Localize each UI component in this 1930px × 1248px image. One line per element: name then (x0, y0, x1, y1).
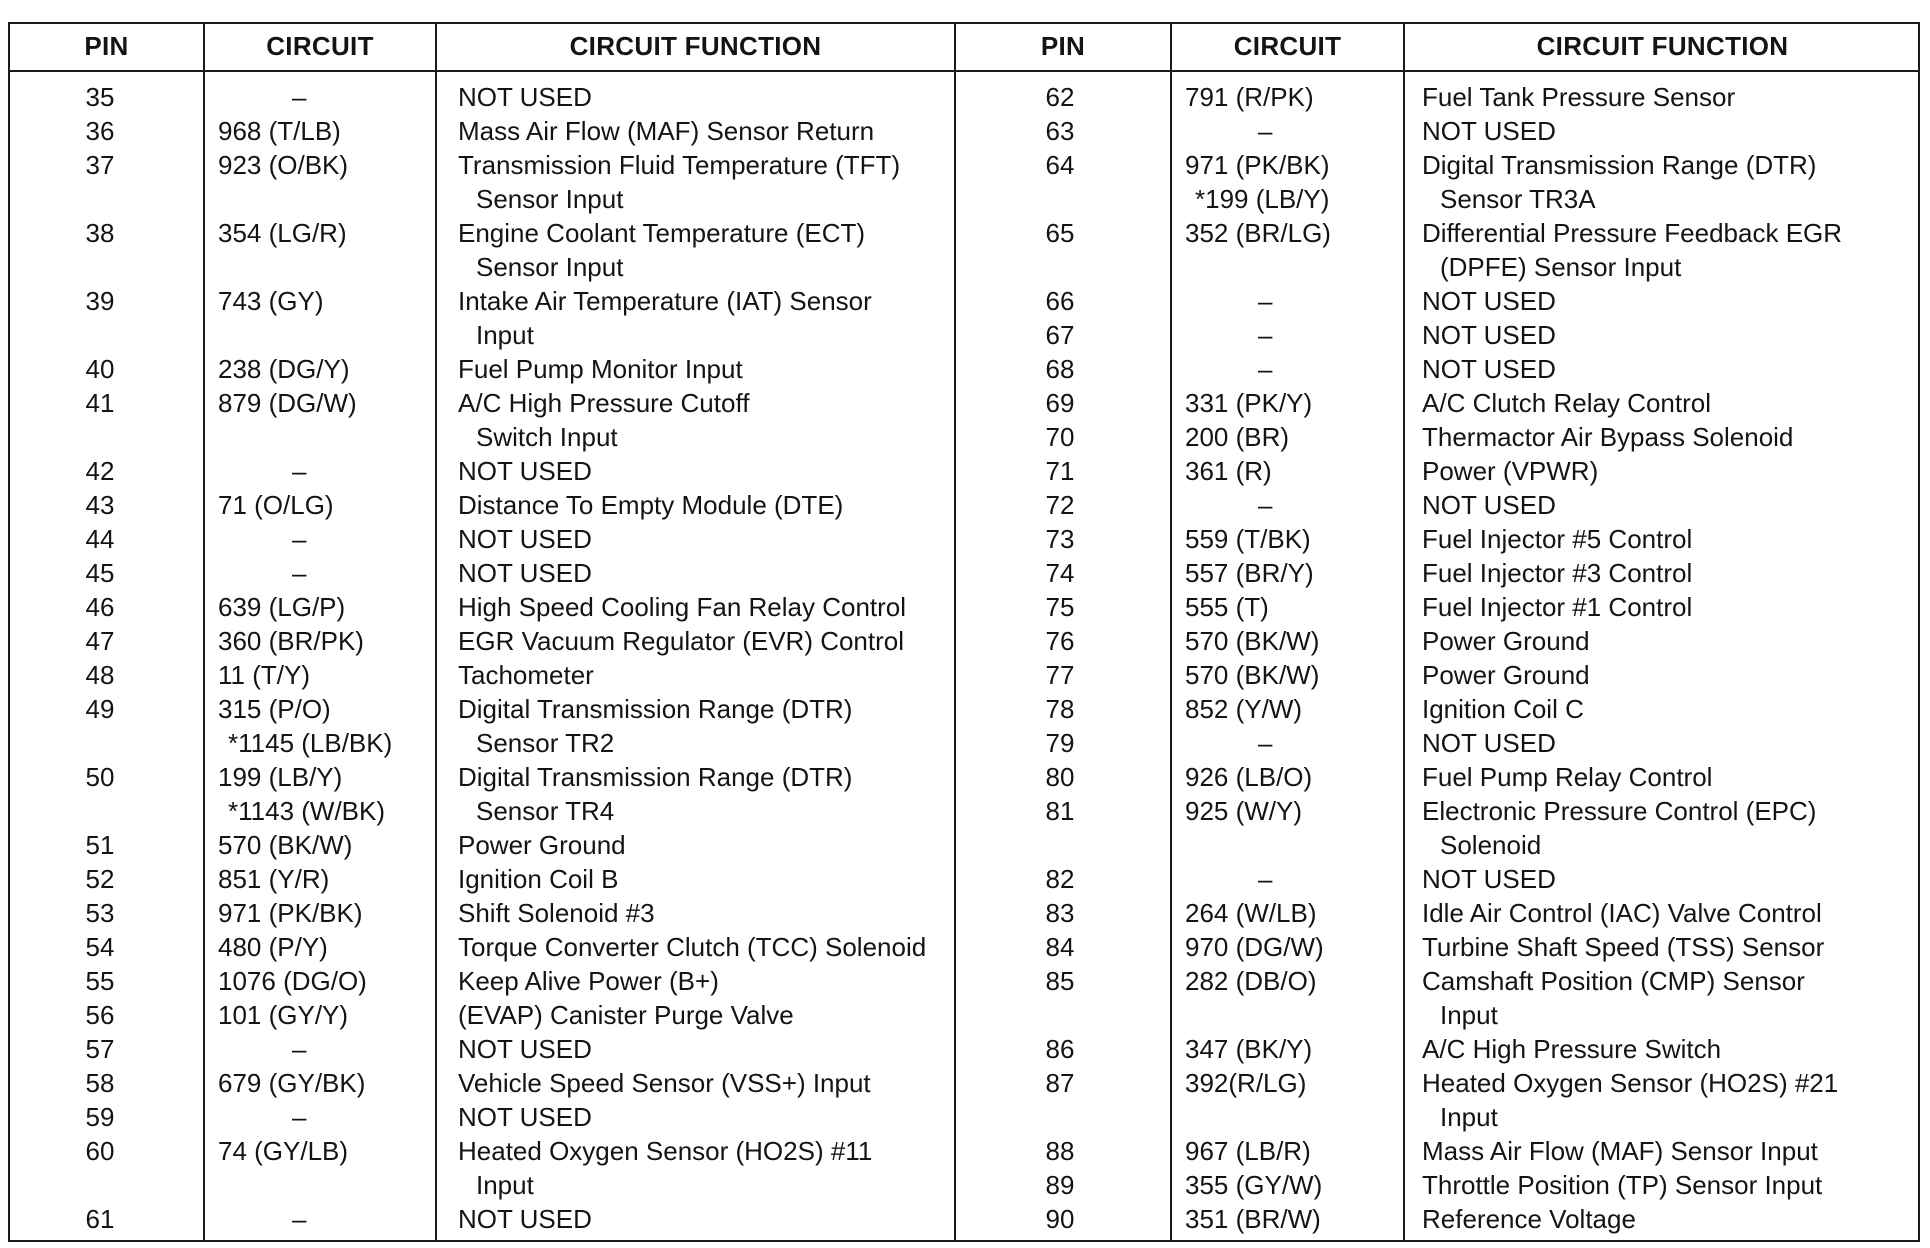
pin-number: 69 (1045, 388, 1075, 418)
circuit-code: – (292, 1102, 307, 1132)
circuit-code: – (1258, 728, 1273, 758)
circuit-function: Sensor Input (476, 252, 624, 282)
circuit-function: A/C High Pressure Switch (1422, 1034, 1722, 1064)
circuit-function: Intake Air Temperature (IAT) Sensor (458, 286, 872, 316)
circuit-function: Solenoid (1440, 830, 1542, 860)
pin-number: 52 (85, 864, 115, 894)
circuit-function: (EVAP) Canister Purge Valve (458, 1000, 794, 1030)
pin-number: 85 (1045, 966, 1075, 996)
circuit-function: Throttle Position (TP) Sensor Input (1422, 1170, 1823, 1200)
circuit-code: 923 (O/BK) (218, 150, 349, 180)
circuit-code: – (1258, 490, 1273, 520)
circuit-code: – (1258, 286, 1273, 316)
circuit-code: 570 (BK/W) (1185, 626, 1320, 656)
circuit-function: NOT USED (1422, 286, 1556, 316)
circuit-function: Digital Transmission Range (DTR) (1422, 150, 1817, 180)
circuit-code: 970 (DG/W) (1185, 932, 1324, 962)
circuit-function: Fuel Pump Relay Control (1422, 762, 1713, 792)
circuit-function: Fuel Injector #5 Control (1422, 524, 1693, 554)
pin-number: 86 (1045, 1034, 1075, 1064)
circuit-function: NOT USED (458, 1034, 592, 1064)
pin-number: 84 (1045, 932, 1075, 962)
pin-number: 53 (85, 898, 115, 928)
column-divider (954, 22, 956, 1242)
header-circuit-right: CIRCUIT (1233, 30, 1342, 61)
pin-number: 78 (1045, 694, 1075, 724)
circuit-code: 570 (BK/W) (218, 830, 353, 860)
circuit-function: NOT USED (458, 558, 592, 588)
circuit-function: NOT USED (1422, 320, 1556, 350)
pin-number: 83 (1045, 898, 1075, 928)
circuit-function: Fuel Injector #1 Control (1422, 592, 1693, 622)
circuit-code: 200 (BR) (1185, 422, 1290, 452)
circuit-code: *1145 (LB/BK) (228, 728, 393, 758)
circuit-code: – (1258, 354, 1273, 384)
circuit-code: – (292, 82, 307, 112)
column-divider (203, 22, 205, 1242)
circuit-code: – (292, 456, 307, 486)
circuit-function: Sensor TR4 (476, 796, 615, 826)
circuit-code: 74 (GY/LB) (218, 1136, 349, 1166)
circuit-function: NOT USED (1422, 116, 1556, 146)
circuit-function: Input (1440, 1000, 1498, 1030)
circuit-function: Shift Solenoid #3 (458, 898, 655, 928)
circuit-code: 71 (O/LG) (218, 490, 334, 520)
circuit-function: NOT USED (1422, 864, 1556, 894)
circuit-code: 480 (P/Y) (218, 932, 328, 962)
column-divider (1170, 22, 1172, 1242)
circuit-code: 1076 (DG/O) (218, 966, 367, 996)
circuit-code: *1143 (W/BK) (228, 796, 386, 826)
circuit-code: – (292, 1204, 307, 1234)
pin-number: 77 (1045, 660, 1075, 690)
pin-number: 87 (1045, 1068, 1075, 1098)
circuit-function: NOT USED (1422, 728, 1556, 758)
circuit-function: NOT USED (458, 524, 592, 554)
pin-number: 60 (85, 1136, 115, 1166)
circuit-code: 315 (P/O) (218, 694, 331, 724)
circuit-function: Keep Alive Power (B+) (458, 966, 719, 996)
pin-number: 40 (85, 354, 115, 384)
pin-number: 73 (1045, 524, 1075, 554)
circuit-function: Mass Air Flow (MAF) Sensor Return (458, 116, 875, 146)
circuit-function: Transmission Fluid Temperature (TFT) (458, 150, 901, 180)
circuit-function: (DPFE) Sensor Input (1440, 252, 1682, 282)
circuit-function: NOT USED (1422, 490, 1556, 520)
pin-number: 72 (1045, 490, 1075, 520)
circuit-function: A/C Clutch Relay Control (1422, 388, 1711, 418)
circuit-function: Electronic Pressure Control (EPC) (1422, 796, 1817, 826)
pin-number: 68 (1045, 354, 1075, 384)
circuit-code: 355 (GY/W) (1185, 1170, 1323, 1200)
circuit-code: *199 (LB/Y) (1195, 184, 1330, 214)
circuit-code: – (1258, 116, 1273, 146)
circuit-code: – (1258, 864, 1273, 894)
circuit-code: 971 (PK/BK) (1185, 150, 1330, 180)
circuit-function: Input (476, 1170, 534, 1200)
pin-number: 61 (85, 1204, 115, 1234)
circuit-code: 743 (GY) (218, 286, 324, 316)
circuit-function: Digital Transmission Range (DTR) (458, 694, 853, 724)
pin-number: 37 (85, 150, 115, 180)
pin-number: 62 (1045, 82, 1075, 112)
circuit-function: Power Ground (458, 830, 626, 860)
pin-number: 74 (1045, 558, 1075, 588)
pin-number: 56 (85, 1000, 115, 1030)
pin-number: 50 (85, 762, 115, 792)
circuit-code: 570 (BK/W) (1185, 660, 1320, 690)
circuit-function: Turbine Shaft Speed (TSS) Sensor (1422, 932, 1825, 962)
circuit-code: 926 (LB/O) (1185, 762, 1313, 792)
circuit-code: 352 (BR/LG) (1185, 218, 1331, 248)
circuit-function: NOT USED (458, 1102, 592, 1132)
circuit-function: EGR Vacuum Regulator (EVR) Control (458, 626, 905, 656)
circuit-code: 360 (BR/PK) (218, 626, 364, 656)
circuit-code: 852 (Y/W) (1185, 694, 1303, 724)
circuit-function: Fuel Tank Pressure Sensor (1422, 82, 1736, 112)
circuit-function: Sensor TR3A (1440, 184, 1596, 214)
circuit-code: 199 (LB/Y) (218, 762, 343, 792)
circuit-function: Heated Oxygen Sensor (HO2S) #11 (458, 1136, 873, 1166)
circuit-function: Mass Air Flow (MAF) Sensor Input (1422, 1136, 1818, 1166)
column-divider (1403, 22, 1405, 1242)
pin-number: 90 (1045, 1204, 1075, 1234)
pin-number: 66 (1045, 286, 1075, 316)
circuit-code: 879 (DG/W) (218, 388, 357, 418)
pin-number: 79 (1045, 728, 1075, 758)
pin-number: 42 (85, 456, 115, 486)
pin-number: 57 (85, 1034, 115, 1064)
circuit-function: Vehicle Speed Sensor (VSS+) Input (458, 1068, 871, 1098)
circuit-code: 559 (T/BK) (1185, 524, 1311, 554)
header-pin-left: PIN (84, 30, 129, 61)
pin-number: 39 (85, 286, 115, 316)
circuit-code: 851 (Y/R) (218, 864, 330, 894)
header-divider (8, 70, 1920, 72)
circuit-function: Camshaft Position (CMP) Sensor (1422, 966, 1805, 996)
pin-number: 75 (1045, 592, 1075, 622)
pin-number: 43 (85, 490, 115, 520)
pin-number: 80 (1045, 762, 1075, 792)
pin-number: 35 (85, 82, 115, 112)
circuit-code: 925 (W/Y) (1185, 796, 1303, 826)
circuit-function: High Speed Cooling Fan Relay Control (458, 592, 907, 622)
circuit-function: Fuel Pump Monitor Input (458, 354, 743, 384)
circuit-function: Sensor Input (476, 184, 624, 214)
column-divider (435, 22, 437, 1242)
circuit-function: A/C High Pressure Cutoff (458, 388, 750, 418)
circuit-code: 347 (BK/Y) (1185, 1034, 1313, 1064)
circuit-function: Digital Transmission Range (DTR) (458, 762, 853, 792)
circuit-function: Engine Coolant Temperature (ECT) (458, 218, 866, 248)
circuit-code: 967 (LB/R) (1185, 1136, 1311, 1166)
circuit-code: 791 (R/PK) (1185, 82, 1314, 112)
circuit-function: Power Ground (1422, 660, 1590, 690)
pin-number: 36 (85, 116, 115, 146)
circuit-code: 238 (DG/Y) (218, 354, 350, 384)
pin-number: 82 (1045, 864, 1075, 894)
header-circuit-left: CIRCUIT (266, 30, 374, 61)
circuit-code: – (292, 524, 307, 554)
circuit-code: 557 (BR/Y) (1185, 558, 1314, 588)
circuit-code: 639 (LG/P) (218, 592, 346, 622)
circuit-function: NOT USED (458, 456, 592, 486)
circuit-code: 361 (R) (1185, 456, 1272, 486)
pin-number: 70 (1045, 422, 1075, 452)
circuit-code: 354 (LG/R) (218, 218, 347, 248)
circuit-function: NOT USED (458, 1204, 592, 1234)
circuit-function: NOT USED (1422, 354, 1556, 384)
circuit-function: NOT USED (458, 82, 592, 112)
pin-number: 67 (1045, 320, 1075, 350)
circuit-code: 392(R/LG) (1185, 1068, 1307, 1098)
pin-number: 51 (85, 830, 115, 860)
circuit-function: Differential Pressure Feedback EGR (1422, 218, 1843, 248)
circuit-code: – (1258, 320, 1273, 350)
pin-number: 76 (1045, 626, 1075, 656)
pin-number: 49 (85, 694, 115, 724)
pin-number: 45 (85, 558, 115, 588)
circuit-function: Ignition Coil B (458, 864, 619, 894)
circuit-code: 264 (W/LB) (1185, 898, 1317, 928)
pin-number: 64 (1045, 150, 1075, 180)
circuit-code: 555 (T) (1185, 592, 1269, 622)
pin-number: 44 (85, 524, 115, 554)
pin-number: 63 (1045, 116, 1075, 146)
circuit-function: Torque Converter Clutch (TCC) Solenoid (458, 932, 927, 962)
header-pin-right: PIN (1040, 30, 1086, 61)
circuit-code: 968 (T/LB) (218, 116, 341, 146)
circuit-code: 11 (T/Y) (218, 660, 310, 690)
pin-number: 88 (1045, 1136, 1075, 1166)
circuit-function: Power Ground (1422, 626, 1590, 656)
circuit-function: Ignition Coil C (1422, 694, 1584, 724)
circuit-function: Heated Oxygen Sensor (HO2S) #21 (1422, 1068, 1839, 1098)
pin-number: 55 (85, 966, 115, 996)
circuit-code: 331 (PK/Y) (1185, 388, 1313, 418)
circuit-code: 351 (BR/W) (1185, 1204, 1321, 1234)
pin-number: 46 (85, 592, 115, 622)
pin-number: 65 (1045, 218, 1075, 248)
circuit-code: 679 (GY/BK) (218, 1068, 366, 1098)
pin-number: 58 (85, 1068, 115, 1098)
circuit-function: Input (476, 320, 534, 350)
circuit-function: Input (1440, 1102, 1498, 1132)
pin-number: 47 (85, 626, 115, 656)
circuit-code: – (292, 1034, 307, 1064)
pin-number: 38 (85, 218, 115, 248)
pin-number: 71 (1045, 456, 1075, 486)
circuit-function: Sensor TR2 (476, 728, 615, 758)
circuit-function: Power (VPWR) (1422, 456, 1599, 486)
pin-number: 54 (85, 932, 115, 962)
circuit-function: Tachometer (458, 660, 594, 690)
header-function-left: CIRCUIT FUNCTION (569, 30, 822, 61)
circuit-function: Distance To Empty Module (DTE) (458, 490, 844, 520)
circuit-code: 282 (DB/O) (1185, 966, 1317, 996)
circuit-function: Fuel Injector #3 Control (1422, 558, 1693, 588)
circuit-code: 101 (GY/Y) (218, 1000, 349, 1030)
circuit-function: Reference Voltage (1422, 1204, 1636, 1234)
circuit-function: Thermactor Air Bypass Solenoid (1422, 422, 1794, 452)
circuit-function: Switch Input (476, 422, 618, 452)
pin-number: 48 (85, 660, 115, 690)
pin-number: 41 (85, 388, 115, 418)
circuit-function: Idle Air Control (IAC) Valve Control (1422, 898, 1822, 928)
pin-number: 89 (1045, 1170, 1075, 1200)
circuit-code: 971 (PK/BK) (218, 898, 363, 928)
pin-number: 81 (1045, 796, 1075, 826)
circuit-code: – (292, 558, 307, 588)
pin-number: 59 (85, 1102, 115, 1132)
header-function-right: CIRCUIT FUNCTION (1536, 30, 1789, 61)
